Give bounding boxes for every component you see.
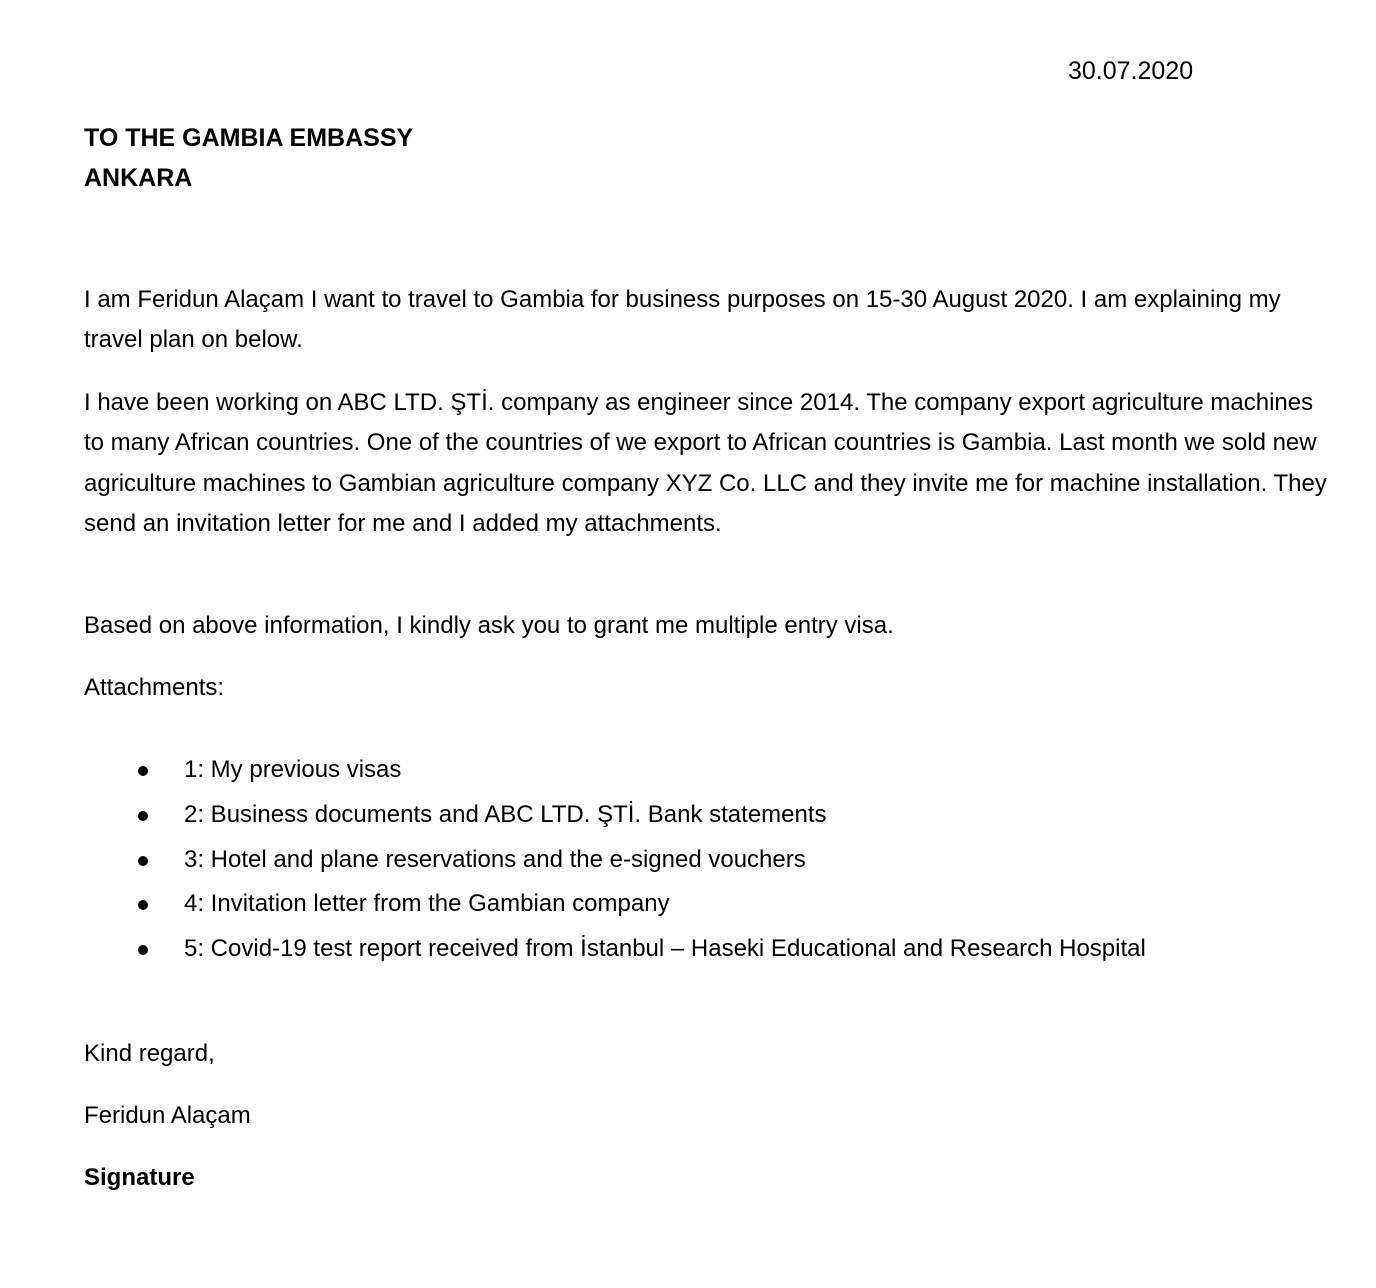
recipient-line-embassy: TO THE GAMBIA EMBASSY: [84, 124, 414, 152]
bullet-icon: [138, 900, 148, 910]
signature-label: Signature: [84, 1164, 195, 1191]
intro-paragraph: I am Feridun Alaçam I want to travel to Gambia for business purposes on 15-30 August 2020. I am explaining my travel plan on below.: [84, 286, 1281, 354]
attachment-text: 3: Hotel and plane reservations and the e-signed vouchers: [184, 845, 806, 873]
recipient-block: [84, 118, 413, 198]
sender-name: Feridun Alaçam: [84, 1102, 251, 1129]
bullet-icon: [138, 811, 148, 821]
attachment-item: [84, 840, 1344, 885]
attachments-list: [84, 750, 1344, 974]
attachment-item: [84, 884, 1344, 929]
attachment-item: [84, 929, 1344, 974]
bullet-icon: [138, 856, 148, 866]
bullet-icon: [138, 945, 148, 955]
attachment-text: 1: My previous visas: [184, 756, 402, 783]
closing-line: Kind regard,: [84, 1040, 215, 1067]
attachments-heading: Attachments:: [84, 674, 225, 701]
employment-paragraph: I have been working on ABC LTD. ŞTİ. company as engineer since 2014. The company export agriculture machines to many African countries. One of the countries of we export to African countries is Gambia. Last month we sold new agriculture machines to Gambian agriculture company XYZ Co. LLC and they invite me for machine installation. They send an invitation letter for me and I added my attachments.: [84, 389, 1327, 537]
attachment-text: 4: Invitation letter from the Gambian company: [184, 890, 670, 918]
letter-date: 30.07.2020: [1068, 57, 1194, 85]
request-paragraph: Based on above information, I kindly ask you to grant me multiple entry visa.: [84, 612, 894, 639]
attachment-item: [84, 795, 1344, 840]
bullet-icon: [138, 766, 148, 776]
attachment-item: [84, 750, 1344, 795]
attachment-text: 2: Business documents and ABC LTD. ŞTİ. Bank statements: [184, 800, 827, 828]
recipient-line-city: ANKARA: [84, 164, 193, 192]
attachment-text: 5: Covid-19 test report received from İstanbul – Haseki Educational and Research Hospital: [184, 935, 1146, 963]
